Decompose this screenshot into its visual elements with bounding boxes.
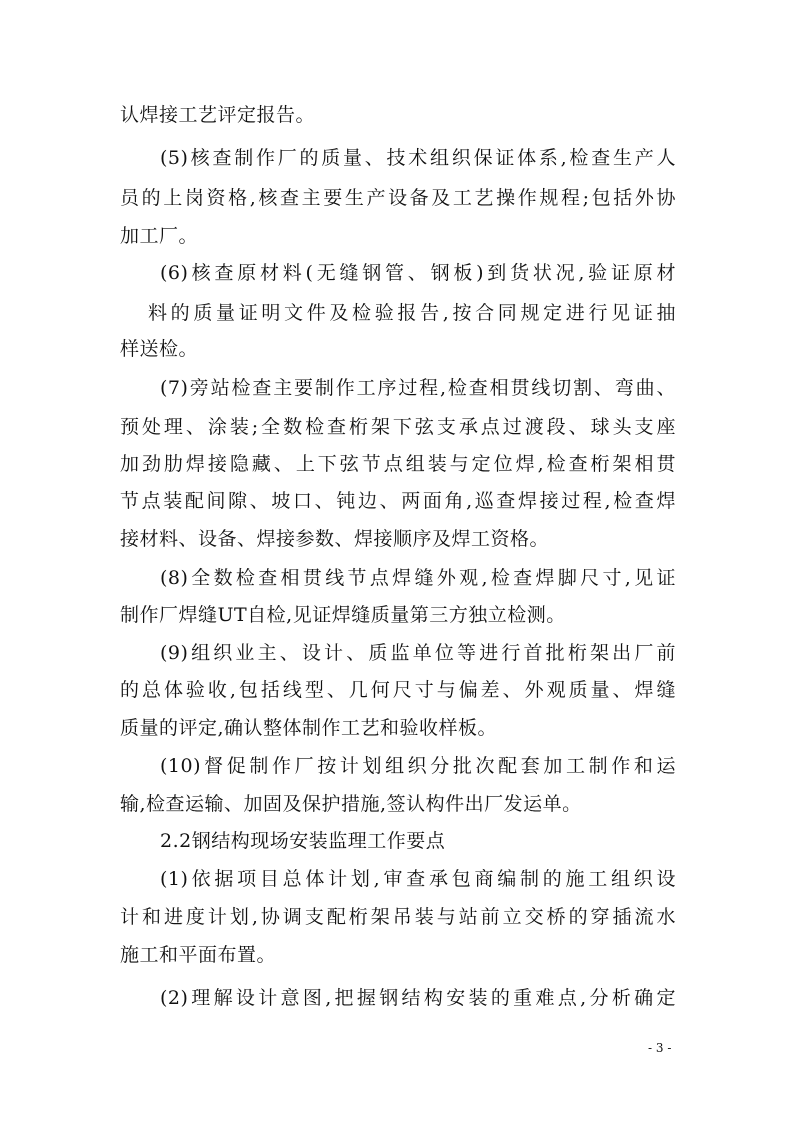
text-line: 预处理、涂装;全数检查桁架下弦支承点过渡段、球头支座 bbox=[120, 416, 676, 438]
text-line: (2)理解设计意图,把握钢结构安装的重难点,分析确定 bbox=[160, 987, 676, 1009]
text-line: 的总体验收,包括线型、几何尺寸与偏差、外观质量、焊缝 bbox=[120, 679, 676, 701]
page-number: - 3 - bbox=[648, 1041, 672, 1055]
section-heading: 2.2钢结构现场安装监理工作要点 bbox=[160, 830, 446, 852]
text-line: 加工厂。 bbox=[120, 225, 199, 247]
text-line: (6)核查原材料(无缝钢管、钢板)到货状况,验证原材 bbox=[160, 262, 676, 284]
text-line: 质量的评定,确认整体制作工艺和验收样板。 bbox=[120, 717, 498, 739]
text-line: 料的质量证明文件及检验报告,按合同规定进行见证抽 bbox=[148, 302, 676, 324]
text-line: (8)全数检查相贯线节点焊缝外观,检查焊脚尺寸,见证 bbox=[160, 567, 676, 589]
text-line: 样送检。 bbox=[120, 338, 199, 360]
text-line: 制作厂焊缝UT自检,见证焊缝质量第三方独立检测。 bbox=[120, 604, 566, 626]
text-line: (10)督促制作厂按计划组织分批次配套加工制作和运 bbox=[160, 755, 676, 777]
text-line: 认焊接工艺评定报告。 bbox=[120, 104, 316, 126]
text-line: 施工和平面布置。 bbox=[120, 944, 277, 966]
text-line: 接材料、设备、焊接参数、焊接顺序及焊工资格。 bbox=[120, 528, 550, 550]
text-line: (7)旁站检查主要制作工序过程,检查相贯线切割、弯曲、 bbox=[160, 377, 676, 399]
text-line: (5)核查制作厂的质量、技术组织保证体系,检查生产人 bbox=[160, 147, 676, 169]
text-line: 计和进度计划,协调支配桁架吊装与站前立交桥的穿插流水 bbox=[120, 906, 676, 928]
text-line: 节点装配间隙、坡口、钝边、两面角,巡查焊接过程,检查焊 bbox=[120, 490, 676, 512]
text-line: 员的上岗资格,核查主要生产设备及工艺操作规程;包括外协 bbox=[120, 187, 676, 209]
text-line: (1)依据项目总体计划,审查承包商编制的施工组织设 bbox=[160, 868, 676, 890]
text-line: 输,检查运输、加固及保护措施,签认构件出厂发运单。 bbox=[120, 793, 582, 815]
text-line: (9)组织业主、设计、质监单位等进行首批桁架出厂前 bbox=[160, 642, 676, 664]
text-line: 加劲肋焊接隐藏、上下弦节点组装与定位焊,检查桁架相贯 bbox=[120, 453, 676, 475]
